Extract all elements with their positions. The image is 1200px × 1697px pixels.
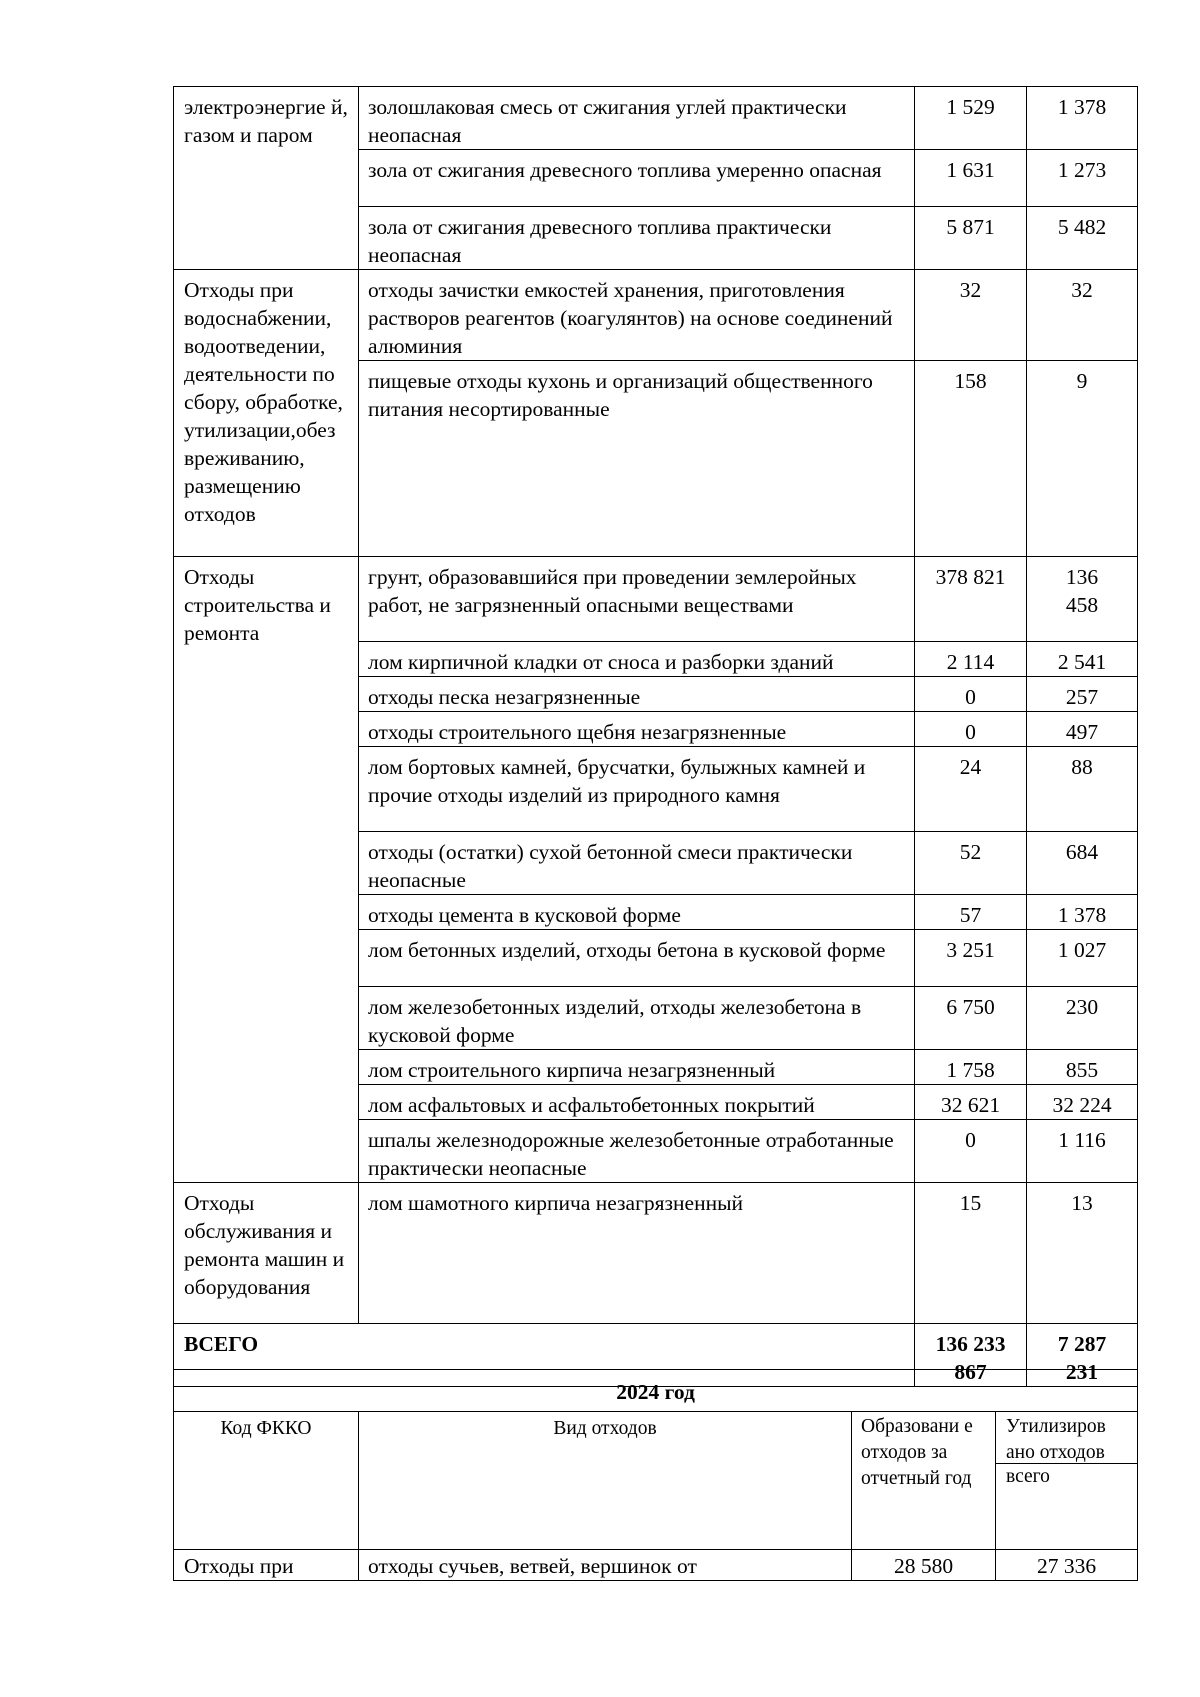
waste-type-cell: шпалы железнодорожные железобетонные отработанные практически неопасные (359, 1120, 915, 1183)
waste-type-cell: отходы песка незагрязненные (359, 677, 915, 712)
utilized-value: 13 (1027, 1183, 1138, 1324)
waste-type-cell: лом асфальтовых и асфальтобетонных покрытий (359, 1085, 915, 1120)
waste-type-cell: лом шамотного кирпича незагрязненный (359, 1183, 915, 1324)
utilized-value: 88 (1027, 747, 1138, 832)
utilized-value: 32 224 (1027, 1085, 1138, 1120)
waste-type-cell: лом кирпичной кладки от сноса и разборки зданий (359, 642, 915, 677)
waste-type-cell: отходы цемента в кусковой форме (359, 895, 915, 930)
table-row (174, 87, 1138, 150)
waste-type-cell: грунт, образовавшийся при проведении землеройных работ, не загрязненный опасными веществами (359, 557, 915, 642)
waste-type-cell: отходы (остатки) сухой бетонной смеси практически неопасные (359, 832, 915, 895)
formed-value: 24 (915, 747, 1027, 832)
utilized-value: 1 027 (1027, 930, 1138, 987)
utilized-value: 684 (1027, 832, 1138, 895)
category-cell: Отходы обслуживания и ремонта машин и оборудования (174, 1183, 359, 1324)
formed-value: 2 114 (915, 642, 1027, 677)
waste-type-cell: лом бортовых камней, брусчатки, булыжных камней и прочие отходы изделий из природного камня (359, 747, 915, 832)
utilized-value: 855 (1027, 1050, 1138, 1085)
utilized-value: 230 (1027, 987, 1138, 1050)
formed-value: 15 (915, 1183, 1027, 1324)
utilized-value: 136 458 (1027, 557, 1138, 642)
waste-type-cell: золошлаковая смесь от сжигания углей практически неопасная (359, 87, 915, 150)
category-cell: электроэнергие й, газом и паром (174, 87, 359, 270)
utilized-value: 27 336 (996, 1550, 1138, 1581)
table-header-row (174, 1412, 1138, 1550)
formed-value: 28 580 (852, 1550, 996, 1581)
formed-value: 158 (915, 361, 1027, 557)
formed-value: 52 (915, 832, 1027, 895)
waste-table-continued (173, 86, 1138, 1387)
header-waste-kind: Вид отходов (359, 1412, 852, 1550)
utilized-value: 2 541 (1027, 642, 1138, 677)
formed-value: 3 251 (915, 930, 1027, 987)
formed-value: 6 750 (915, 987, 1027, 1050)
waste-type-cell: отходы зачистки емкостей хранения, приготовления растворов реагентов (коагулянтов) на основе соединений алюминия (359, 270, 915, 361)
utilized-value: 257 (1027, 677, 1138, 712)
table-row (174, 1183, 1138, 1324)
utilized-value: 32 (1027, 270, 1138, 361)
table-row (174, 270, 1138, 361)
category-cell: Отходы при (174, 1550, 359, 1581)
category-cell: Отходы строительства и ремонта (174, 557, 359, 1183)
formed-value: 57 (915, 895, 1027, 930)
formed-value: 1 529 (915, 87, 1027, 150)
waste-type-cell: пищевые отходы кухонь и организаций общественного питания несортированные (359, 361, 915, 557)
formed-value: 0 (915, 677, 1027, 712)
waste-type-cell: лом железобетонных изделий, отходы железобетона в кусковой форме (359, 987, 915, 1050)
utilized-value: 1 116 (1027, 1120, 1138, 1183)
waste-table-2024 (173, 1369, 1138, 1581)
utilized-value: 1 378 (1027, 895, 1138, 930)
utilized-value: 497 (1027, 712, 1138, 747)
header-utilized-top: Утилизиров ано отходов (996, 1412, 1137, 1464)
utilized-value: 5 482 (1027, 207, 1138, 270)
waste-type-cell: зола от сжигания древесного топлива практически неопасная (359, 207, 915, 270)
table-title-row (174, 1370, 1138, 1412)
waste-type-cell: лом бетонных изделий, отходы бетона в кусковой форме (359, 930, 915, 987)
header-code: Код ФККО (174, 1412, 359, 1550)
waste-type-cell: лом строительного кирпича незагрязненный (359, 1050, 915, 1085)
formed-value: 0 (915, 712, 1027, 747)
table-row (174, 557, 1138, 642)
table-row (174, 1550, 1138, 1581)
formed-value: 32 621 (915, 1085, 1027, 1120)
formed-value: 32 (915, 270, 1027, 361)
waste-type-cell: отходы сучьев, ветвей, вершинок от (359, 1550, 852, 1581)
total-formed-value: 136 233 867 (915, 1324, 1027, 1387)
total-label: ВСЕГО (174, 1324, 915, 1387)
utilized-value: 1 378 (1027, 87, 1138, 150)
formed-value: 0 (915, 1120, 1027, 1183)
header-formed: Образовани е отходов за отчетный год (852, 1412, 996, 1550)
formed-value: 1 758 (915, 1050, 1027, 1085)
utilized-value: 9 (1027, 361, 1138, 557)
formed-value: 378 821 (915, 557, 1027, 642)
total-utilized-value: 7 287 231 (1027, 1324, 1138, 1387)
formed-value: 5 871 (915, 207, 1027, 270)
header-utilized-total: всего (1006, 1466, 1050, 1487)
waste-type-cell: отходы строительного щебня незагрязненные (359, 712, 915, 747)
utilized-value: 1 273 (1027, 150, 1138, 207)
table-title: 2024 год (174, 1370, 1138, 1412)
formed-value: 1 631 (915, 150, 1027, 207)
waste-type-cell: зола от сжигания древесного топлива умеренно опасная (359, 150, 915, 207)
header-utilized (996, 1412, 1138, 1550)
category-cell: Отходы при водоснабжении, водоотведении, деятельности по сбору, обработке, утилизации,обез вреживанию, размещению отходов (174, 270, 359, 557)
